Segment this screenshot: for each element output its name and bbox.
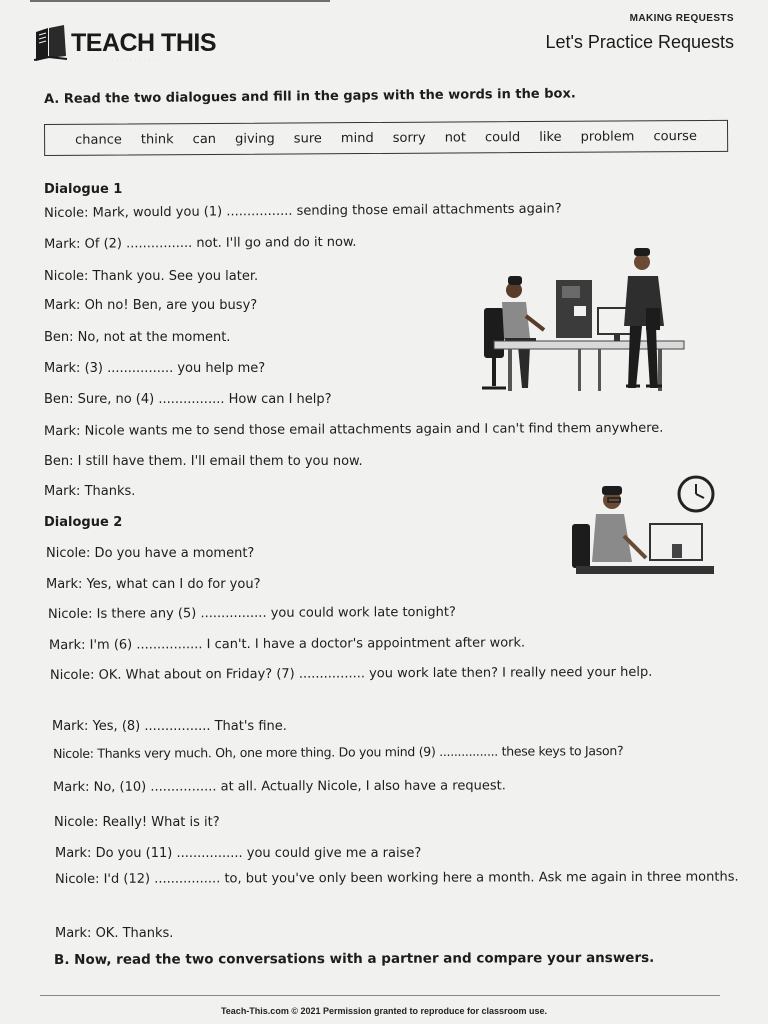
- dialogue-2-line: Mark: I'm (6) ................ I can't. I have a doctor's appointment after work.: [49, 635, 526, 653]
- word-box-item: sure: [293, 130, 322, 146]
- dialogue-2-line: Mark: Yes, (8) ................ That's fine.: [52, 719, 287, 734]
- dialogue-2-line: Nicole: Thanks very much. Oh, one more thing. Do you mind (9) ................ these keys to Jason?: [53, 743, 624, 761]
- dialogue-2-line: Nicole: OK. What about on Friday? (7) ................ you work late then? I really need your help.: [50, 664, 653, 683]
- desk-clock-illustration: [568, 474, 718, 578]
- section-b-instruction: B. Now, read the two conversations with a partner and compare your answers.: [54, 949, 655, 968]
- category-label: MAKING REQUESTS: [629, 13, 734, 24]
- dialogue-2-line: Nicole: Do you have a moment?: [46, 546, 255, 561]
- top-rule: [30, 0, 330, 2]
- word-box-item: problem: [580, 128, 635, 145]
- dialogue-1-line: Mark: Nicole wants me to send those email attachments again and I can't find them anywhere.: [44, 420, 664, 439]
- worksheet-title: Let's Practice Requests: [545, 32, 734, 52]
- logo-text: TEACH THIS: [71, 28, 216, 57]
- word-box-item: like: [539, 129, 562, 145]
- dialogue-1-line: Mark: Oh no! Ben, are you busy?: [44, 298, 258, 313]
- logo-tagline: · · · · · · · · · · ·: [112, 58, 160, 63]
- word-box-item: mind: [340, 130, 374, 146]
- word-box-item: chance: [75, 132, 122, 148]
- word-box: [44, 120, 728, 156]
- dialogue-1-line: Nicole: Thank you. See you later.: [44, 269, 259, 284]
- word-box-item: course: [653, 128, 697, 144]
- footer-rule: [40, 995, 720, 996]
- dialogue-1-line: Mark: Of (2) ................ not. I'll go and do it now.: [44, 234, 357, 252]
- dialogue-2-line: Mark: OK. Thanks.: [55, 926, 174, 941]
- dialogue-2-line: Mark: Yes, what can I do for you?: [46, 577, 261, 592]
- word-box-item: think: [140, 131, 174, 147]
- teach-this-logo: [34, 24, 216, 62]
- dialogue-1-line: Nicole: Mark, would you (1) ................ sending those email attachments again?: [44, 201, 562, 221]
- dialogue-2-line: Nicole: I'd (12) ................ to, but you've only been working here a month. Ask me again in three months.: [55, 869, 739, 887]
- dialogue-1-line: Mark: Thanks.: [44, 484, 136, 499]
- word-box-item: giving: [235, 131, 275, 147]
- dialogue-2-line: Mark: No, (10) ................ at all. Actually Nicole, I also have a request.: [53, 778, 506, 795]
- dialogue-1-line: Ben: I still have them. I'll email them to you now.: [44, 454, 363, 469]
- dialogue-2-line: Nicole: Is there any (5) ................ you could work late tonight?: [48, 604, 456, 622]
- section-a-instruction: A. Read the two dialogues and fill in the gaps with the words in the box.: [44, 86, 576, 107]
- dialogue-1-line: Ben: No, not at the moment.: [44, 330, 231, 345]
- dialogue-1-line: Ben: Sure, no (4) ................ How can I help?: [44, 392, 332, 407]
- book-icon: [34, 24, 68, 62]
- dialogue-1-heading: Dialogue 1: [44, 182, 123, 197]
- dialogue-2-line: Mark: Do you (11) ................ you could give me a raise?: [55, 846, 422, 861]
- dialogue-1-line: Mark: (3) ................ you help me?: [44, 361, 266, 376]
- word-box-item: can: [192, 131, 217, 147]
- footer-copyright: Teach-This.com © 2021 Permission granted to reproduce for classroom use.: [220, 1006, 548, 1016]
- word-box-item: not: [444, 129, 467, 146]
- word-box-item: could: [484, 129, 521, 145]
- word-box-item: sorry: [392, 130, 426, 146]
- dialogue-2-line: Nicole: Really! What is it?: [54, 815, 220, 830]
- dialogue-2-heading: Dialogue 2: [44, 515, 123, 530]
- office-workers-illustration: [478, 246, 688, 396]
